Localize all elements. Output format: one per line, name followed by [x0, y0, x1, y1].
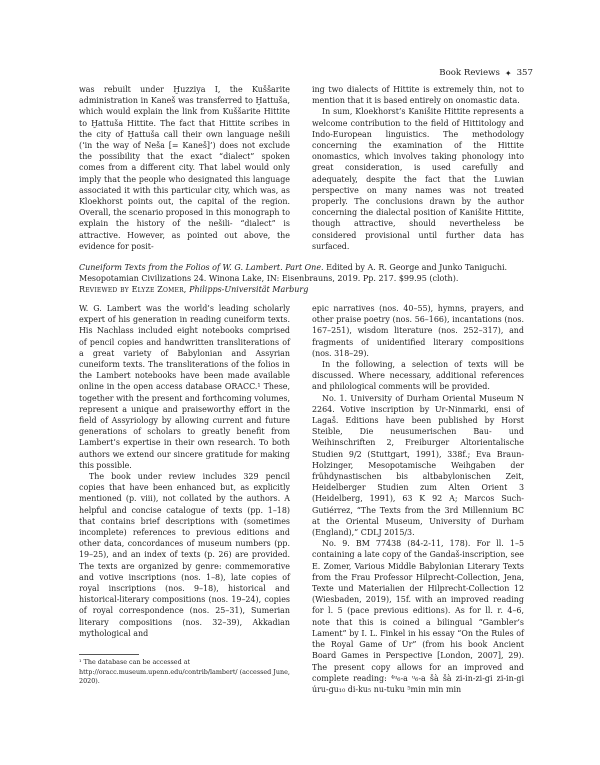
- book-details: Edited by A. R. George and Junko Taniguchi. Mesopotamian Civilizations 24. Winona Lake, IN: Eisenbrauns, 2019. Pp. 217. $99.95 (cloth).: [79, 263, 508, 284]
- right-column-body: [312, 303, 524, 695]
- reviewer-affiliation: Philipps-Universität Marburg: [189, 285, 309, 295]
- paragraph: epic narratives (nos. 40–55), hymns, prayers, and other praise poetry (nos. 56–166), incantations (nos. 167–251), wisdom literature (nos. 252–317), and fragments of unidentified literary compositions (nos. 318–29).: [312, 304, 524, 358]
- paragraph: No. 9. BM 77438 (84-2-11, 178). For ll. 1–5 containing a late copy of the Gandaš-inscription, see E. Zomer, Various Middle Babylonian Literary Texts from the Frau Professor Hilprecht-Collection, Jena, Texte und Materialien der Hilprecht-Collection 12 (Wiesbaden, 2019), 15f. with an improved reading for l. 5 (pace previous editions). As for ll. r. 4–6, note that this is coined a bilingual “Gambler’s Lament” by I. L. Finkel in his essay “On the Rules of the Royal Game of Ur” (from his book Ancient Board Games in Perspective [London, 2007], 29). The present copy allows for an improved and complete reading: ⁴ᵘ₆-a ᵘ₆-a šà šà zi-in-zi-gi zi-in-gi úru-gu₁₀ di-ku₅ nu-tuku ⁵min min min: [312, 539, 524, 694]
- paragraph: The book under review includes 329 pencil copies that have been enhanced but, as explicitly mentioned (p. viii), not collated by the authors. A helpful and concise catalogue of texts (pp. 1–18) that contains brief descriptions with (sometimes incomplete) references to previous editions and other data, concordances of museum numbers (pp. 19–25), and an index of texts (p. 26) are provided. The texts are organized by genre: commemorative and votive inscriptions (nos. 1–8), late copies of royal inscriptions (nos. 9–18), historical and historical-literary compositions (nos. 19–24), copies of royal correspondence (nos. 25–31), Sumerian literary compositions (nos. 32–39), Akkadian mythological and: [79, 472, 290, 638]
- separator-icon: ✦: [504, 68, 512, 78]
- section-title: Book Reviews: [439, 68, 500, 78]
- page-number: 357: [516, 68, 533, 78]
- paragraph: In the following, a selection of texts will be discussed. Where necessary, additional references and philological comments will be provided.: [312, 360, 524, 392]
- book-title: Cuneiform Texts from the Folios of W. G. Lambert. Part One.: [79, 263, 324, 272]
- footnote-rule: [79, 654, 139, 655]
- reviewer: Reviewed by Elyze Zomer,: [79, 285, 187, 295]
- paragraph: No. 1. University of Durham Oriental Museum N 2264. Votive inscription by Ur-Ninmarki, ensi of Lagaš. Editions have been published by Horst Steible, Die neusumerischen Bau- und Weihinschriften 2, Freiburger Altorientalische Studien 9/2 (Stuttgart, 1991), 338f.; Eva Braun-Holzinger, Mesopotamische Weihgaben der frühdynastischen bis altbabylonischen Zeit, Heidelberger Studien zum Alten Orient 3 (Heidelberg, 1991), 63 K 92 A; Marcos Such-Gutiérrez, “The Texts from the 3rd Millennium BC at the Oriental Museum, University of Durham (England),” CDLJ 2015/3.: [312, 393, 524, 538]
- running-header: [439, 68, 533, 78]
- review-heading: [79, 262, 525, 296]
- left-column-body: [79, 303, 290, 639]
- footnote: ¹ The database can be accessed at http://oracc.museum.upenn.edu/contrib/lambert/ (accessed June, 2020).: [79, 658, 290, 685]
- paragraph: was rebuilt under Ḫuzziya I, the Kuššarite administration in Kaneš was transferred to Ḫattuša, which would explain the link from Kuššarite Hittite to Ḫattuša Hittite. The fact that Hittite scribes in the city of Ḫattuša call their own language nešili (‘in the way of Neša [= Kaneš]’) does not exclude the possibility that the exact “dialect” spoken comes from a different city. That label would only imply that the people who designated this language associated it with this particular city, which was, as Kloekhorst points out, the capital of the region. Overall, the scenario proposed in this monograph to explain the history of the nešili- “dialect” is attractive. However, as pointed out above, the evidence for posit-: [79, 85, 290, 251]
- left-column-top: [79, 84, 290, 252]
- paragraph: W. G. Lambert was the world’s leading scholarly expert of his generation in reading cuneiform texts. His Nachlass included eight notebooks comprised of pencil copies and handwritten transliterations of a great variety of Babylonian and Assyrian cuneiform texts. The transliterations of the folios in the Lambert notebooks have been made available online in the open access database ORACC.¹ These, together with the present and forthcoming volumes, represent a unique and praiseworthy effort in the field of Assyriology by allowing current and future generations of scholars to greatly benefit from Lambert’s expertise in their own research. To both authors we extend our sincere gratitude for making this possible.: [79, 304, 290, 470]
- paragraph: ing two dialects of Hittite is extremely thin, not to mention that it is based entirely on onomastic data.: [312, 85, 524, 106]
- right-column-top: [312, 84, 524, 252]
- paragraph: In sum, Kloekhorst’s Kanišite Hittite represents a welcome contribution to the field of Hittitology and Indo-European linguistics. The methodology concerning the examination of the Hittite onomastics, which involves taking phonology into great consideration, is used carefully and adequately, despite the fact that the Luwian perspective on many names was not treated properly. The conclusions drawn by the author concerning the dialectal position of Kanišite Hittite, though attractive, should nevertheless be considered provisional until further data has surfaced.: [312, 107, 524, 251]
